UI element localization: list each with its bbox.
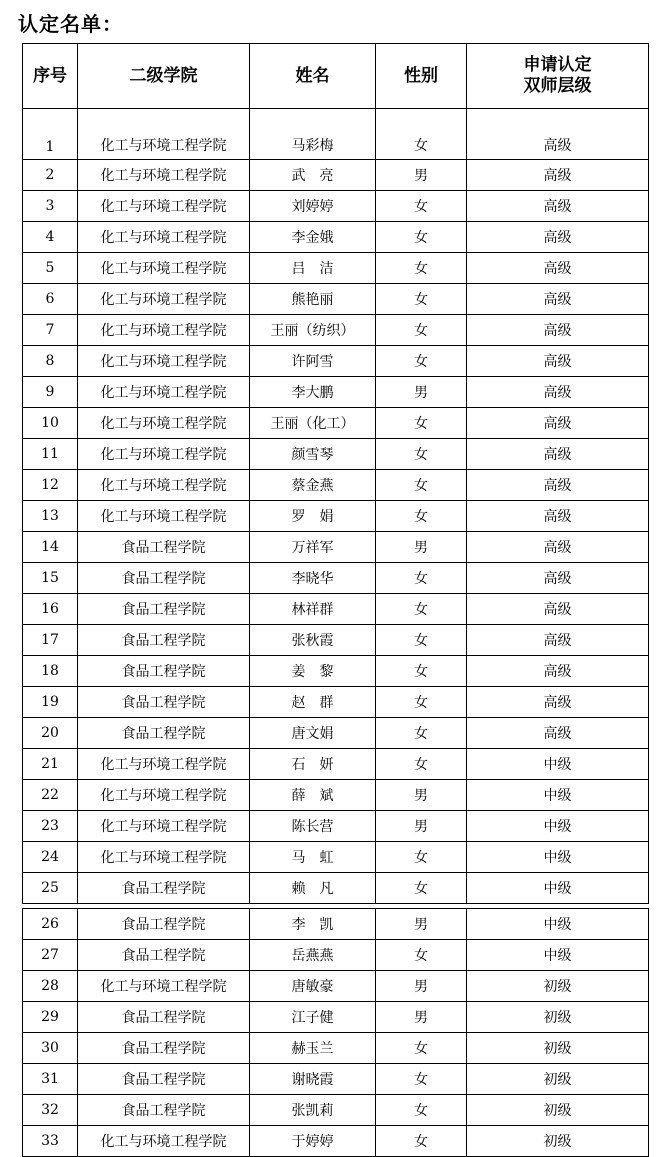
cell-name: 王丽（纺织） — [250, 315, 376, 346]
cell-college: 食品工程学院 — [78, 1033, 250, 1064]
cell-college: 化工与环境工程学院 — [78, 408, 250, 439]
cell-level: 中级 — [467, 873, 649, 904]
cell-gender: 男 — [376, 377, 467, 408]
cell-name: 姜 黎 — [250, 656, 376, 687]
cell-name: 李 凯 — [250, 909, 376, 940]
cell-name: 许阿雪 — [250, 346, 376, 377]
table-row — [23, 940, 649, 971]
cell-gender: 女 — [376, 439, 467, 470]
table-row — [23, 811, 649, 842]
cell-college: 食品工程学院 — [78, 594, 250, 625]
cell-name: 李大鹏 — [250, 377, 376, 408]
cell-gender: 女 — [376, 346, 467, 377]
cell-college: 化工与环境工程学院 — [78, 160, 250, 191]
cell-gender: 男 — [376, 971, 467, 1002]
cell-gender: 女 — [376, 109, 467, 160]
cell-level: 高级 — [467, 501, 649, 532]
cell-gender: 女 — [376, 1033, 467, 1064]
cell-level: 高级 — [467, 253, 649, 284]
cell-name: 李晓华 — [250, 563, 376, 594]
cell-seq: 13 — [23, 501, 78, 532]
cell-college: 化工与环境工程学院 — [78, 501, 250, 532]
cell-gender: 女 — [376, 284, 467, 315]
header-level: 申请认定 双师层级 — [467, 44, 649, 109]
cell-gender: 女 — [376, 501, 467, 532]
cell-college: 化工与环境工程学院 — [78, 222, 250, 253]
cell-college: 化工与环境工程学院 — [78, 811, 250, 842]
cell-level: 高级 — [467, 470, 649, 501]
cell-gender: 女 — [376, 873, 467, 904]
cell-college: 食品工程学院 — [78, 1064, 250, 1095]
table-row — [23, 842, 649, 873]
table-row — [23, 160, 649, 191]
cell-gender: 男 — [376, 909, 467, 940]
table-row — [23, 501, 649, 532]
cell-seq: 8 — [23, 346, 78, 377]
table-row — [23, 594, 649, 625]
cell-college: 食品工程学院 — [78, 1002, 250, 1033]
cell-seq: 19 — [23, 687, 78, 718]
cell-seq: 33 — [23, 1126, 78, 1157]
cell-name: 李金娥 — [250, 222, 376, 253]
cell-college: 化工与环境工程学院 — [78, 191, 250, 222]
cell-seq: 29 — [23, 1002, 78, 1033]
cell-seq: 26 — [23, 909, 78, 940]
cell-gender: 女 — [376, 625, 467, 656]
cell-name: 张凯莉 — [250, 1095, 376, 1126]
cell-college: 化工与环境工程学院 — [78, 842, 250, 873]
cell-seq: 28 — [23, 971, 78, 1002]
cell-college: 化工与环境工程学院 — [78, 377, 250, 408]
cell-level: 高级 — [467, 563, 649, 594]
cell-gender: 女 — [376, 563, 467, 594]
cell-name: 刘婷婷 — [250, 191, 376, 222]
cell-seq: 4 — [23, 222, 78, 253]
cell-level: 高级 — [467, 625, 649, 656]
cell-name: 薛 斌 — [250, 780, 376, 811]
cell-college: 化工与环境工程学院 — [78, 253, 250, 284]
cell-gender: 女 — [376, 718, 467, 749]
cell-gender: 女 — [376, 842, 467, 873]
cell-name: 武 亮 — [250, 160, 376, 191]
cell-name: 谢晓霞 — [250, 1064, 376, 1095]
cell-college: 化工与环境工程学院 — [78, 346, 250, 377]
header-name: 姓名 — [250, 44, 376, 109]
cell-level: 高级 — [467, 687, 649, 718]
cell-gender: 女 — [376, 1095, 467, 1126]
cell-college: 食品工程学院 — [78, 1095, 250, 1126]
table-row — [23, 749, 649, 780]
cell-level: 高级 — [467, 160, 649, 191]
table-row — [23, 873, 649, 904]
cell-college: 化工与环境工程学院 — [78, 780, 250, 811]
cell-seq: 22 — [23, 780, 78, 811]
table-header — [23, 44, 649, 109]
cell-level: 高级 — [467, 718, 649, 749]
cell-college: 化工与环境工程学院 — [78, 971, 250, 1002]
cell-college: 食品工程学院 — [78, 718, 250, 749]
cell-seq: 31 — [23, 1064, 78, 1095]
cell-level: 高级 — [467, 222, 649, 253]
cell-level: 高级 — [467, 109, 649, 160]
cell-level: 高级 — [467, 408, 649, 439]
cell-gender: 女 — [376, 222, 467, 253]
table-row — [23, 109, 649, 160]
table-row — [23, 971, 649, 1002]
cell-college: 化工与环境工程学院 — [78, 470, 250, 501]
cell-name: 马 虹 — [250, 842, 376, 873]
cell-seq: 30 — [23, 1033, 78, 1064]
cell-seq: 32 — [23, 1095, 78, 1126]
header-gender: 性别 — [376, 44, 467, 109]
cell-level: 中级 — [467, 940, 649, 971]
cell-college: 化工与环境工程学院 — [78, 109, 250, 160]
cell-name: 罗 娟 — [250, 501, 376, 532]
cell-name: 吕 洁 — [250, 253, 376, 284]
cell-level: 高级 — [467, 346, 649, 377]
cell-college: 食品工程学院 — [78, 625, 250, 656]
table-row — [23, 408, 649, 439]
cell-seq: 23 — [23, 811, 78, 842]
cell-seq: 18 — [23, 656, 78, 687]
cell-seq: 1 — [23, 109, 78, 160]
cell-name: 唐文娟 — [250, 718, 376, 749]
cell-name: 石 妍 — [250, 749, 376, 780]
cell-gender: 女 — [376, 470, 467, 501]
cell-gender: 男 — [376, 780, 467, 811]
cell-level: 中级 — [467, 842, 649, 873]
header-seq: 序号 — [23, 44, 78, 109]
cell-level: 初级 — [467, 1126, 649, 1157]
cell-seq: 5 — [23, 253, 78, 284]
cell-seq: 25 — [23, 873, 78, 904]
cell-level: 高级 — [467, 439, 649, 470]
cell-college: 食品工程学院 — [78, 532, 250, 563]
table-row — [23, 1095, 649, 1126]
cell-level: 高级 — [467, 284, 649, 315]
cell-level: 高级 — [467, 315, 649, 346]
cell-level: 初级 — [467, 1002, 649, 1033]
table-row — [23, 718, 649, 749]
cell-gender: 女 — [376, 1064, 467, 1095]
table-row — [23, 470, 649, 501]
cell-name: 张秋霞 — [250, 625, 376, 656]
cell-name: 蔡金燕 — [250, 470, 376, 501]
cell-seq: 11 — [23, 439, 78, 470]
cell-level: 初级 — [467, 971, 649, 1002]
cell-college: 化工与环境工程学院 — [78, 1126, 250, 1157]
cell-seq: 17 — [23, 625, 78, 656]
table-row — [23, 284, 649, 315]
cell-name: 林祥群 — [250, 594, 376, 625]
cell-gender: 女 — [376, 656, 467, 687]
cell-gender: 男 — [376, 811, 467, 842]
table-row — [23, 1064, 649, 1095]
cell-gender: 女 — [376, 687, 467, 718]
table-body — [23, 109, 649, 1157]
cell-gender: 男 — [376, 160, 467, 191]
cell-name: 王丽（化工） — [250, 408, 376, 439]
cell-gender: 男 — [376, 532, 467, 563]
cell-level: 初级 — [467, 1033, 649, 1064]
header-row — [23, 44, 649, 109]
cell-name: 于婷婷 — [250, 1126, 376, 1157]
cell-level: 中级 — [467, 811, 649, 842]
cell-level: 高级 — [467, 532, 649, 563]
cell-college: 化工与环境工程学院 — [78, 315, 250, 346]
table-row — [23, 656, 649, 687]
cell-level: 中级 — [467, 749, 649, 780]
cell-college: 化工与环境工程学院 — [78, 284, 250, 315]
cell-name: 熊艳丽 — [250, 284, 376, 315]
header-college: 二级学院 — [78, 44, 250, 109]
roster-table — [22, 43, 649, 1157]
cell-gender: 女 — [376, 749, 467, 780]
cell-gender: 女 — [376, 315, 467, 346]
cell-college: 食品工程学院 — [78, 563, 250, 594]
cell-seq: 10 — [23, 408, 78, 439]
cell-seq: 21 — [23, 749, 78, 780]
cell-seq: 27 — [23, 940, 78, 971]
cell-level: 高级 — [467, 191, 649, 222]
cell-level: 中级 — [467, 780, 649, 811]
cell-name: 赵 群 — [250, 687, 376, 718]
table-row — [23, 780, 649, 811]
cell-gender: 女 — [376, 408, 467, 439]
table-row — [23, 346, 649, 377]
cell-seq: 15 — [23, 563, 78, 594]
table-row — [23, 377, 649, 408]
cell-seq: 16 — [23, 594, 78, 625]
cell-college: 食品工程学院 — [78, 656, 250, 687]
table-row — [23, 909, 649, 940]
cell-name: 江子健 — [250, 1002, 376, 1033]
table-row — [23, 1002, 649, 1033]
cell-name: 万祥军 — [250, 532, 376, 563]
cell-college: 食品工程学院 — [78, 687, 250, 718]
cell-gender: 女 — [376, 191, 467, 222]
cell-level: 高级 — [467, 656, 649, 687]
cell-seq: 24 — [23, 842, 78, 873]
cell-level: 中级 — [467, 909, 649, 940]
table-row — [23, 191, 649, 222]
cell-level: 高级 — [467, 594, 649, 625]
table-row — [23, 253, 649, 284]
cell-level: 高级 — [467, 377, 649, 408]
cell-seq: 3 — [23, 191, 78, 222]
table-row — [23, 222, 649, 253]
table-row — [23, 625, 649, 656]
cell-name: 赫玉兰 — [250, 1033, 376, 1064]
cell-college: 食品工程学院 — [78, 940, 250, 971]
cell-gender: 女 — [376, 253, 467, 284]
cell-seq: 14 — [23, 532, 78, 563]
table-row — [23, 532, 649, 563]
table-row — [23, 439, 649, 470]
table-row — [23, 563, 649, 594]
table-row — [23, 1033, 649, 1064]
cell-seq: 2 — [23, 160, 78, 191]
table-row — [23, 687, 649, 718]
cell-college: 食品工程学院 — [78, 873, 250, 904]
cell-college: 化工与环境工程学院 — [78, 749, 250, 780]
cell-name: 陈长营 — [250, 811, 376, 842]
cell-name: 赖 凡 — [250, 873, 376, 904]
cell-college: 化工与环境工程学院 — [78, 439, 250, 470]
table-row — [23, 1126, 649, 1157]
cell-gender: 男 — [376, 1002, 467, 1033]
cell-seq: 7 — [23, 315, 78, 346]
cell-gender: 女 — [376, 1126, 467, 1157]
page-title: 认定名单： — [18, 12, 123, 36]
table-row — [23, 315, 649, 346]
cell-level: 初级 — [467, 1095, 649, 1126]
cell-seq: 6 — [23, 284, 78, 315]
cell-gender: 女 — [376, 594, 467, 625]
cell-name: 岳燕燕 — [250, 940, 376, 971]
cell-name: 唐敏豪 — [250, 971, 376, 1002]
cell-seq: 12 — [23, 470, 78, 501]
cell-level: 初级 — [467, 1064, 649, 1095]
cell-name: 颜雪琴 — [250, 439, 376, 470]
cell-seq: 9 — [23, 377, 78, 408]
cell-college: 食品工程学院 — [78, 909, 250, 940]
cell-name: 马彩梅 — [250, 109, 376, 160]
cell-gender: 女 — [376, 940, 467, 971]
cell-seq: 20 — [23, 718, 78, 749]
